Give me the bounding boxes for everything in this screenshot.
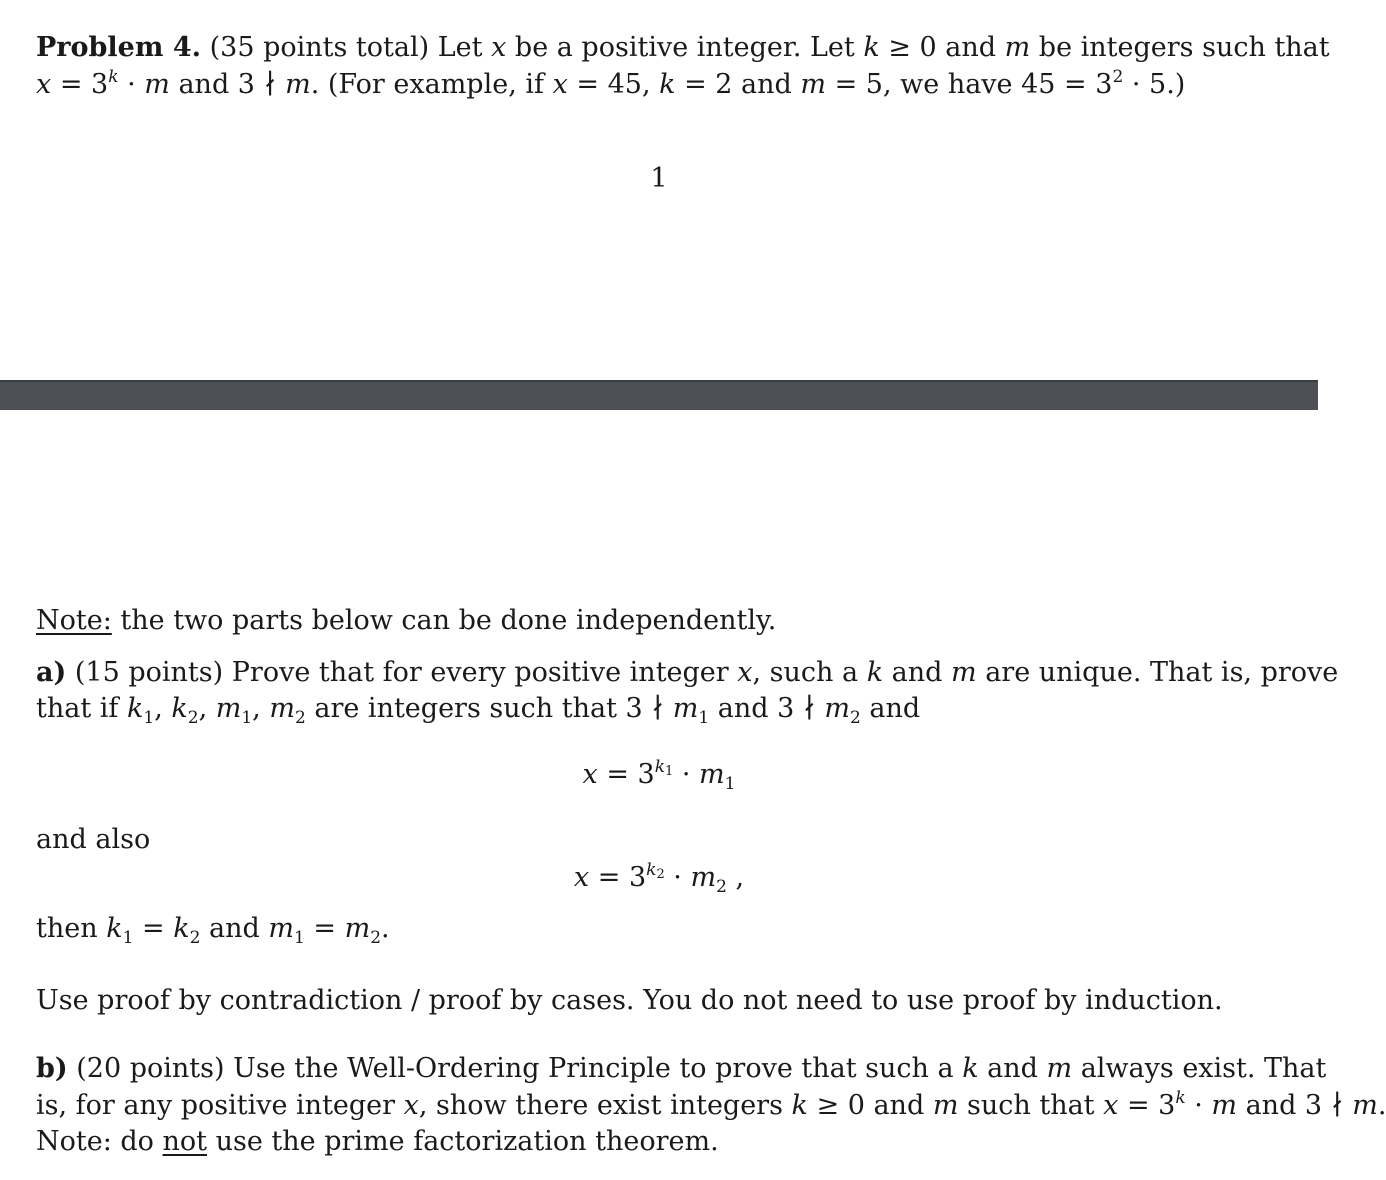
note-label: Note: bbox=[36, 605, 112, 636]
part-b-line-1: b) (20 points) Use the Well-Ordering Principle to prove that such a k and m always exist. That bbox=[36, 1053, 1327, 1084]
part-a-label: a) bbox=[36, 657, 67, 688]
part-b-label: b) bbox=[36, 1053, 68, 1084]
part-b-note-label: Note: do bbox=[36, 1126, 154, 1157]
part-a-points: (15 points) bbox=[74, 657, 224, 688]
part-a-method: Use proof by contradiction / proof by cases. You do not need to use proof by induction. bbox=[36, 985, 1223, 1016]
problem-statement-line-1: Problem 4. (35 points total) Let x be a positive integer. Let k ≥ 0 and m be integers such that bbox=[36, 32, 1330, 63]
page-number: 1 bbox=[650, 163, 668, 194]
part-b-points: (20 points) bbox=[76, 1053, 225, 1084]
problem-points: (35 points total) bbox=[209, 32, 430, 63]
part-b-note-emphasis: not bbox=[162, 1126, 208, 1157]
part-a-line-1: a) (15 points) Prove that for every positive integer x, such a k and m are unique. That is, prove bbox=[36, 657, 1339, 688]
page-break-divider bbox=[0, 380, 1318, 410]
note-text: the two parts below can be done independently. bbox=[120, 605, 777, 636]
note-line bbox=[36, 603, 776, 639]
part-b-note bbox=[36, 1124, 719, 1160]
part-a-conclusion: then $k_1 = k_2$ and $m_1 = m_2$. bbox=[36, 913, 390, 948]
problem-label: Problem 4. bbox=[36, 32, 202, 63]
problem-statement-line-2: $x = 3^k \cdot m$ and 3 ∤ m. (For example, if x = 45, k = 2 and m = 5, we have $45 = 3^2 \cdot 5$.) bbox=[36, 67, 1186, 100]
equation-1: $x = 3^{k_1} \cdot m_1$ bbox=[582, 757, 736, 794]
and-also-text: and also bbox=[36, 824, 151, 855]
equation-2: $x = 3^{k_2} \cdot m_2$ , bbox=[573, 860, 745, 897]
part-b-note-rest: use the prime factorization theorem. bbox=[215, 1126, 719, 1157]
part-a-line-2: that if $k_1$, $k_2$, $m_1$, $m_2$ are integers such that 3 ∤ $m_1$ and 3 ∤ $m_2$ and bbox=[36, 693, 921, 728]
part-b-line-2: is, for any positive integer x, show there exist integers k ≥ 0 and m such that $x = 3^k \cdot m$ and 3 ∤ m. bbox=[36, 1088, 1386, 1121]
